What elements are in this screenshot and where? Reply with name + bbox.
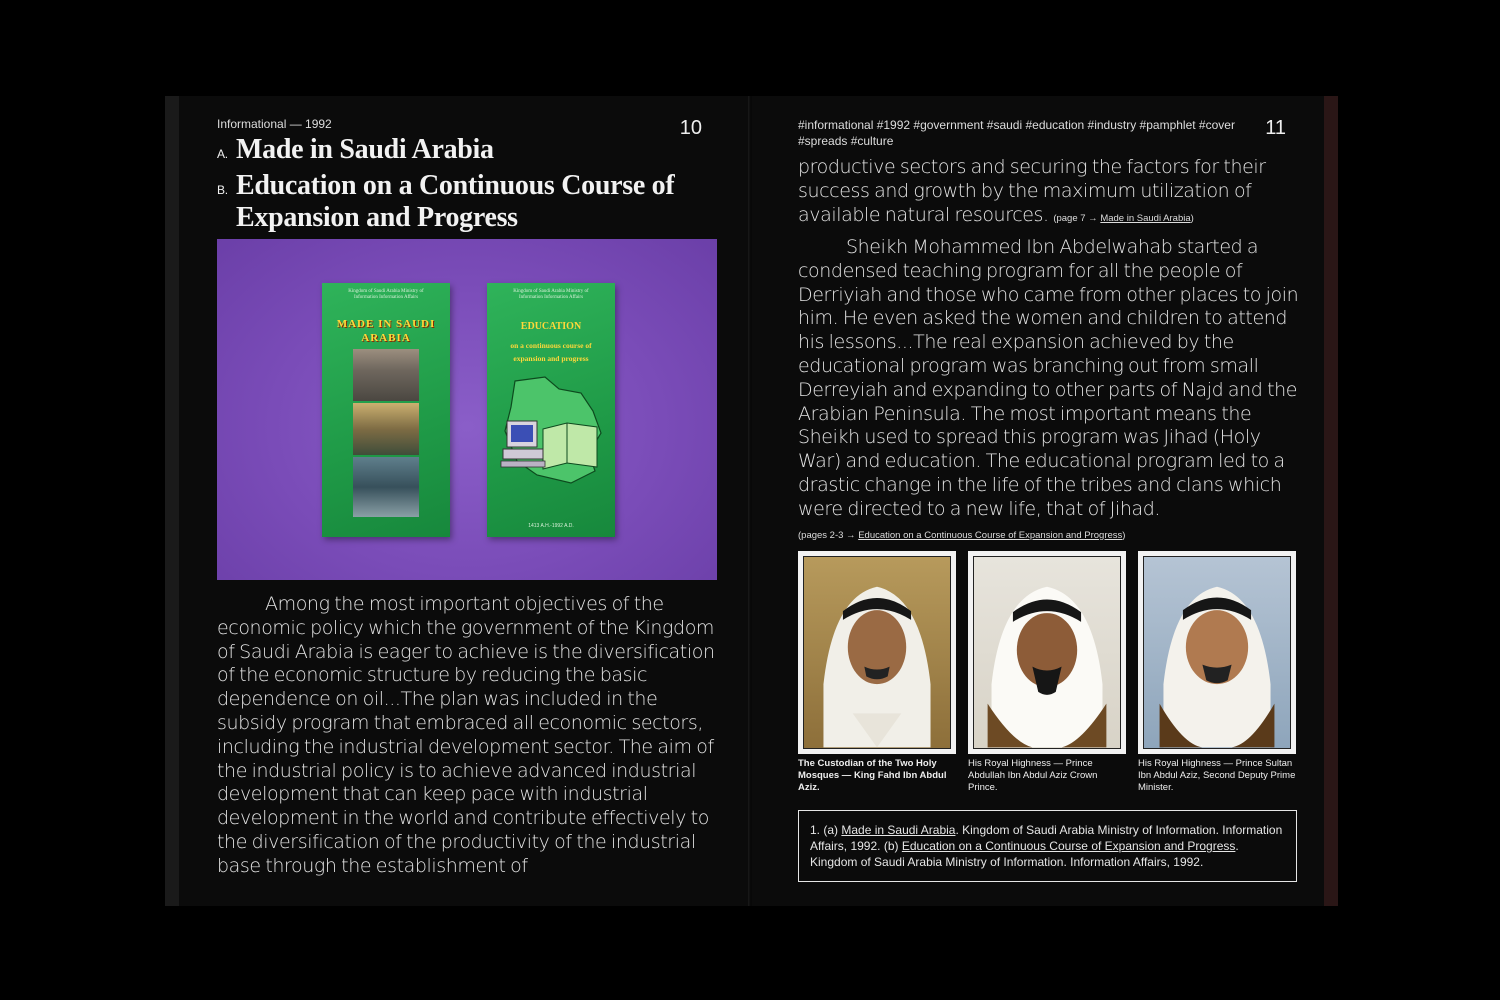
portraits — [798, 551, 1296, 794]
page-number: 11 — [1265, 117, 1286, 139]
brochure-title: MADE IN SAUDI ARABIA — [336, 318, 436, 344]
running-head: Informational — 1992 — [217, 117, 332, 131]
hashtags: #informational #1992 #government #saudi #education #industry #pamphlet #cover #spreads #culture — [798, 118, 1235, 148]
brochure-subtitle: on a continuous course of expansion and progress — [510, 341, 592, 363]
reference-prefix: (page 7 → — [1053, 212, 1098, 224]
heading-a — [217, 134, 677, 170]
portrait-photo — [1143, 556, 1291, 749]
body-paragraph: Among the most important objectives of the economic policy which the government of the Kingdom of Saudi Arabia is eager to achieve is the diversification of the economic structure by reducing the basic dependence on oil...The plan was included in the subsidy program that embraced all economic sectors, including the industrial development sector. The aim of the industrial policy is to achieve advanced industrial development that can keep pace with industrial development in the world and contribute effectively to the diversification of the productivity of the industrial base through the establishment of — [217, 593, 715, 877]
heading-letter: A. — [217, 147, 228, 161]
brochure-education — [487, 283, 615, 537]
footnote-title-link[interactable]: Education on a Continuous Course of Expansion and Progress — [901, 839, 1236, 853]
left-body-text — [217, 593, 722, 879]
pipeline-image — [353, 457, 419, 517]
portrait-caption — [798, 758, 956, 794]
brochure-made-in-saudi-arabia — [322, 283, 450, 537]
page-reference — [1053, 213, 1194, 224]
right-body-text-2 — [798, 236, 1303, 547]
right-page — [752, 96, 1338, 906]
brochure-title: EDUCATION — [520, 321, 582, 332]
portrait-illustration — [804, 557, 950, 748]
portrait-illustration — [974, 557, 1120, 748]
page-number: 10 — [679, 117, 702, 139]
portrait-frame — [968, 551, 1126, 754]
portrait-photo — [973, 556, 1121, 749]
reference-link[interactable]: Made in Saudi Arabia — [1100, 212, 1191, 224]
left-page — [165, 96, 750, 906]
footnote-number: 1. — [810, 823, 821, 837]
heading-b — [217, 170, 677, 234]
reference-suffix: ) — [1122, 529, 1126, 541]
portrait-king-fahd — [798, 551, 956, 794]
footnote-box — [798, 810, 1297, 882]
map-computer-book-illustration — [497, 371, 607, 491]
portrait-caption: His Royal Highness — Prince Sultan Ibn Abdul Aziz, Second Deputy Prime Minister. — [1138, 758, 1296, 793]
heading-title: Education on a Continuous Course of Expansion and Progress — [236, 170, 675, 233]
reference-suffix: ) — [1190, 212, 1194, 224]
headings — [217, 134, 677, 234]
caption-text: The Custodian of the Two Holy Mosques — King Fahd Ibn Abdul Aziz. — [798, 758, 947, 793]
brochure-footer: 1413 A.H.-1992 A.D. — [528, 523, 574, 529]
body-paragraph: Sheikh Mohammed Ibn Abdelwahab started a condensed teaching program for all the people of Derriyiah and those who came from other places to join him. He even asked the women and children to attend his lessons...The real expansion achieved by the educational program was branching out from small Derreyiah and expanding to other parts of Najd and the Arabian Peninsula. The most important means the Sheikh used to spread this program was Jihad (Holy War) and education. The educational program led to a drastic change in the life of the tribes and clans which were directed to a new life, that of Jihad. — [798, 236, 1299, 520]
industrial-image — [353, 403, 419, 455]
portrait-prince-sultan — [1138, 551, 1296, 794]
page-reference — [798, 524, 1303, 548]
pamphlet-photo — [217, 239, 717, 580]
portrait-photo — [803, 556, 951, 749]
footnote-label: (b) — [883, 839, 899, 853]
refinery-image — [353, 349, 419, 401]
reference-prefix: (pages 2-3 → — [798, 529, 856, 541]
footnote-title-link[interactable]: Made in Saudi Arabia — [841, 823, 956, 837]
body-paragraph: productive sectors and securing the factors for their success and growth by the maximum utilization of available natural resources. — [798, 156, 1266, 226]
reference-link[interactable]: Education on a Continuous Course of Expansion and Progress — [858, 529, 1123, 541]
portrait-frame — [1138, 551, 1296, 754]
heading-title: Made in Saudi Arabia — [236, 134, 494, 165]
portrait-prince-abdullah — [968, 551, 1126, 794]
portrait-frame — [798, 551, 956, 754]
heading-letter: B. — [217, 183, 228, 197]
brochure-masthead: Kingdom of Saudi Arabia Ministry of Information Information Affairs — [513, 289, 589, 300]
brochure-masthead: Kingdom of Saudi Arabia Ministry of Information Information Affairs — [348, 289, 424, 300]
portrait-illustration — [1144, 557, 1290, 748]
footnote-text: . Kingdom of Saudi Arabia Ministry of Information. Information Affairs, 1992. — [810, 839, 1239, 869]
footnote-label: (a) — [823, 823, 839, 837]
footnote-text: . Kingdom of Saudi Arabia Ministry of Information. Information Affairs, 1992. — [810, 823, 1283, 853]
right-body-text-1 — [798, 156, 1303, 230]
portrait-caption: His Royal Highness — Prince Abdullah Ibn Abdul Aziz Crown Prince. — [968, 758, 1098, 793]
